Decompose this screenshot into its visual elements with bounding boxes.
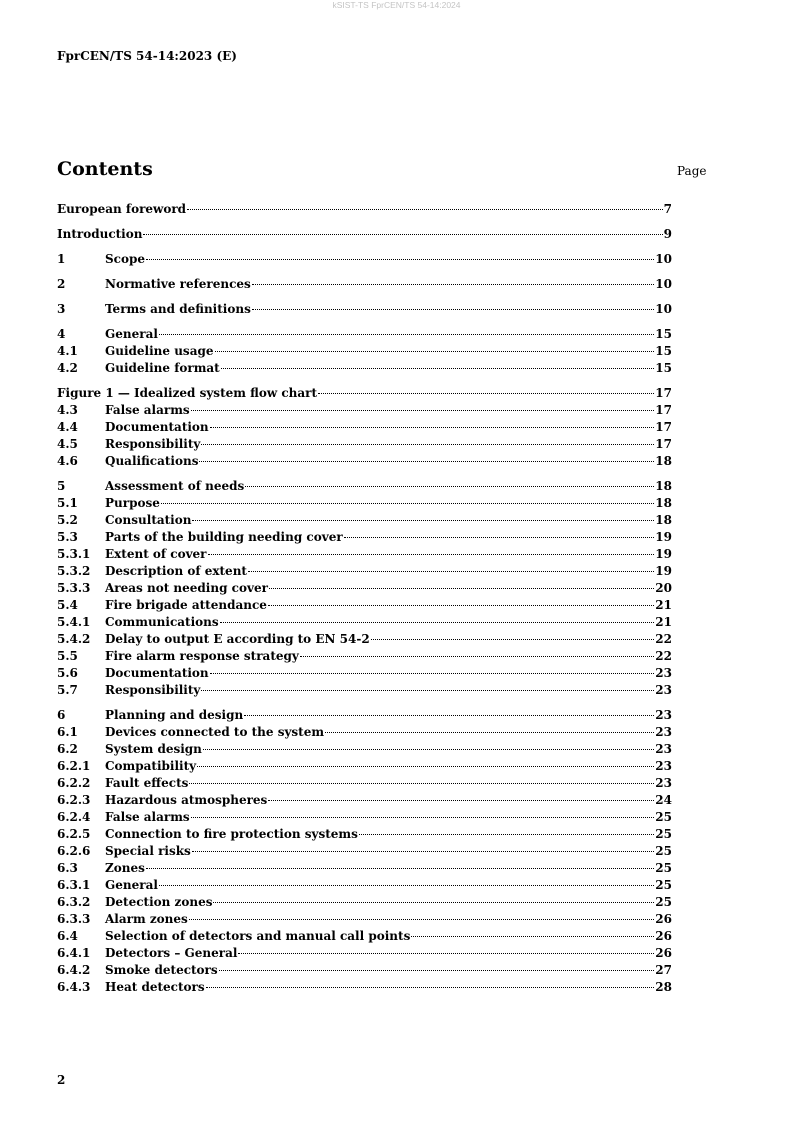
toc-entry[interactable] [57, 226, 672, 243]
toc-dot-leader [221, 368, 655, 369]
toc-dot-leader [252, 309, 654, 310]
toc-entry-number: 6.2.1 [57, 759, 91, 773]
toc-dot-leader [210, 427, 655, 428]
toc-entry-page: 26 [655, 929, 672, 943]
toc-dot-leader [245, 486, 654, 487]
toc-entry[interactable] [57, 775, 672, 792]
toc-dot-leader [248, 571, 654, 572]
toc-dot-leader [244, 715, 654, 716]
toc-entry-title: Consultation [105, 513, 192, 527]
toc-entry-title: Smoke detectors [105, 963, 218, 977]
toc-entry-number: 6.2.4 [57, 810, 91, 824]
toc-entry[interactable] [57, 962, 672, 979]
toc-entry-title: Fire brigade attendance [105, 598, 267, 612]
toc-dot-leader [159, 885, 654, 886]
toc-entry-number: 5 [57, 479, 66, 493]
toc-entry[interactable] [57, 826, 672, 843]
toc-entry-page: 22 [655, 649, 672, 663]
toc-entry-title: Responsibility [105, 683, 201, 697]
toc-entry[interactable] [57, 894, 672, 911]
toc-entry-title: Responsibility [105, 437, 201, 451]
toc-entry-page: 22 [655, 632, 672, 646]
toc-entry-title: Documentation [105, 666, 209, 680]
toc-group [57, 276, 672, 293]
toc-entry-page: 17 [655, 403, 672, 417]
toc-entry-number: 5.7 [57, 683, 78, 697]
toc-dot-leader [146, 259, 654, 260]
toc-entry-page: 18 [655, 479, 672, 493]
toc-dot-leader [206, 987, 655, 988]
toc-group [57, 201, 672, 218]
toc-entry-title: Description of extent [105, 564, 247, 578]
toc-entry-number: 4.6 [57, 454, 78, 468]
toc-entry-title: Hazardous atmospheres [105, 793, 268, 807]
toc-dot-leader [268, 605, 654, 606]
toc-dot-leader [318, 393, 654, 394]
toc-entry-title: General [105, 327, 158, 341]
toc-entry[interactable] [57, 546, 672, 563]
toc-entry-title: European foreword [57, 202, 187, 216]
toc-entry-page: 25 [655, 895, 672, 909]
toc-entry[interactable] [57, 597, 672, 614]
toc-entry-title: Extent of cover [105, 547, 207, 561]
toc-entry-number: 4 [57, 327, 66, 341]
toc-dot-leader [219, 970, 655, 971]
toc-entry-number: 5.4.1 [57, 615, 91, 629]
toc-entry-page: 18 [655, 454, 672, 468]
toc-entry-number: 5.3.2 [57, 564, 91, 578]
toc-group [57, 326, 672, 377]
toc-entry-number: 4.2 [57, 361, 78, 375]
toc-entry-page: 19 [655, 530, 672, 544]
toc-entry-page: 24 [655, 793, 672, 807]
toc-entry-number: 5.6 [57, 666, 78, 680]
toc-dot-leader [161, 503, 654, 504]
toc-entry-page: 25 [655, 810, 672, 824]
toc-entry-page: 15 [655, 327, 672, 341]
toc-entry-number: 6 [57, 708, 66, 722]
toc-dot-leader [359, 834, 654, 835]
toc-entry[interactable] [57, 453, 672, 470]
toc-entry-title: Figure 1 — Idealized system flow chart [57, 386, 318, 400]
toc-entry-page: 15 [655, 361, 672, 375]
table-of-contents [57, 201, 672, 1004]
toc-entry-title: Alarm zones [105, 912, 188, 926]
toc-group [57, 301, 672, 318]
toc-dot-leader [189, 919, 655, 920]
toc-entry-number: 6.3.2 [57, 895, 91, 909]
toc-dot-leader [238, 953, 654, 954]
toc-entry[interactable] [57, 529, 672, 546]
toc-dot-leader [201, 690, 654, 691]
toc-entry-page: 23 [655, 742, 672, 756]
toc-group [57, 385, 672, 470]
toc-entry-number: 3 [57, 302, 66, 316]
toc-entry-title: Planning and design [105, 708, 244, 722]
toc-entry-page: 17 [655, 420, 672, 434]
toc-entry-page: 26 [655, 946, 672, 960]
toc-dot-leader [191, 410, 655, 411]
toc-entry-number: 1 [57, 252, 66, 266]
toc-dot-leader [208, 554, 655, 555]
toc-entry-number: 6.2.2 [57, 776, 91, 790]
toc-dot-leader [344, 537, 655, 538]
toc-entry-title: Devices connected to the system [105, 725, 325, 739]
toc-entry-page: 21 [655, 598, 672, 612]
toc-entry-title: System design [105, 742, 202, 756]
toc-entry-number: 6.1 [57, 725, 78, 739]
toc-entry[interactable] [57, 707, 672, 724]
toc-dot-leader [300, 656, 654, 657]
toc-entry[interactable] [57, 631, 672, 648]
toc-entry-page: 23 [655, 776, 672, 790]
toc-entry-title: Heat detectors [105, 980, 205, 994]
toc-entry-title: Communications [105, 615, 219, 629]
toc-entry-number: 4.3 [57, 403, 78, 417]
toc-entry-number: 6.3 [57, 861, 78, 875]
toc-entry-page: 20 [655, 581, 672, 595]
toc-entry-number: 6.4.3 [57, 980, 91, 994]
toc-entry-title: Guideline format [105, 361, 220, 375]
toc-entry[interactable] [57, 648, 672, 665]
toc-entry-page: 23 [655, 759, 672, 773]
toc-entry-number: 5.2 [57, 513, 78, 527]
toc-entry-page: 19 [655, 547, 672, 561]
toc-entry-title: Zones [105, 861, 145, 875]
toc-entry-title: Purpose [105, 496, 160, 510]
toc-entry-number: 2 [57, 277, 66, 291]
toc-entry-title: Fire alarm response strategy [105, 649, 299, 663]
toc-entry-title: Compatibility [105, 759, 197, 773]
toc-entry-number: 6.4.2 [57, 963, 91, 977]
toc-entry-page: 21 [655, 615, 672, 629]
toc-entry-title: Detectors – General [105, 946, 238, 960]
toc-entry[interactable] [57, 877, 672, 894]
toc-entry-page: 26 [655, 912, 672, 926]
toc-entry-title: Delay to output E according to EN 54-2 [105, 632, 370, 646]
toc-entry-title: General [105, 878, 158, 892]
toc-dot-leader [371, 639, 655, 640]
toc-entry-number: 5.3.3 [57, 581, 91, 595]
toc-dot-leader [197, 766, 654, 767]
toc-dot-leader [210, 673, 655, 674]
toc-entry-number: 6.2.3 [57, 793, 91, 807]
page-column-label: Page [677, 164, 707, 178]
toc-entry[interactable] [57, 614, 672, 631]
toc-dot-leader [411, 936, 654, 937]
toc-dot-leader [146, 868, 654, 869]
toc-entry-page: 23 [655, 683, 672, 697]
toc-dot-leader [325, 732, 654, 733]
toc-entry-page: 25 [655, 827, 672, 841]
footer-page-number: 2 [57, 1073, 66, 1087]
toc-entry-title: Special risks [105, 844, 191, 858]
toc-entry[interactable] [57, 301, 672, 318]
document-id: FprCEN/TS 54-14:2023 (E) [57, 49, 237, 63]
toc-entry-number: 5.4 [57, 598, 78, 612]
toc-entry-title: Scope [105, 252, 146, 266]
toc-entry-page: 28 [655, 980, 672, 994]
toc-entry[interactable] [57, 201, 672, 218]
toc-entry-number: 6.4 [57, 929, 78, 943]
toc-entry-number: 5.5 [57, 649, 78, 663]
toc-dot-leader [201, 444, 654, 445]
toc-entry-title: Areas not needing cover [105, 581, 268, 595]
toc-entry[interactable] [57, 758, 672, 775]
toc-entry-number: 6.2.5 [57, 827, 91, 841]
watermark: kSIST-TS FprCEN/TS 54-14:2024 [332, 0, 461, 10]
toc-entry-page: 9 [663, 227, 672, 241]
toc-entry-page: 10 [655, 302, 672, 316]
toc-entry-page: 18 [655, 513, 672, 527]
toc-entry-number: 5.1 [57, 496, 78, 510]
toc-entry-title: Terms and definitions [105, 302, 251, 316]
toc-entry-title: Introduction [57, 227, 143, 241]
toc-entry[interactable] [57, 436, 672, 453]
toc-entry-page: 23 [655, 708, 672, 722]
toc-entry[interactable] [57, 360, 672, 377]
toc-entry-number: 5.4.2 [57, 632, 91, 646]
toc-entry-page: 27 [655, 963, 672, 977]
toc-dot-leader [252, 284, 655, 285]
toc-entry-page: 25 [655, 861, 672, 875]
toc-entry-title: Parts of the building needing cover [105, 530, 343, 544]
toc-entry-page: 10 [655, 277, 672, 291]
toc-entry[interactable] [57, 478, 672, 495]
toc-entry[interactable] [57, 343, 672, 360]
toc-entry-title: Assessment of needs [105, 479, 245, 493]
toc-entry-page: 17 [655, 437, 672, 451]
toc-entry-number: 5.3 [57, 530, 78, 544]
toc-dot-leader [159, 334, 654, 335]
toc-entry-page: 17 [655, 386, 672, 400]
toc-entry[interactable] [57, 928, 672, 945]
toc-dot-leader [191, 817, 655, 818]
toc-entry[interactable] [57, 682, 672, 699]
toc-entry[interactable] [57, 326, 672, 343]
toc-entry-title: Detection zones [105, 895, 213, 909]
toc-group [57, 226, 672, 243]
toc-entry-number: 6.2.6 [57, 844, 91, 858]
toc-dot-leader [199, 461, 654, 462]
toc-entry[interactable] [57, 843, 672, 860]
toc-entry[interactable] [57, 741, 672, 758]
toc-entry[interactable] [57, 860, 672, 877]
toc-entry[interactable] [57, 665, 672, 682]
toc-entry[interactable] [57, 580, 672, 597]
toc-entry-title: False alarms [105, 403, 190, 417]
toc-entry-number: 4.5 [57, 437, 78, 451]
toc-dot-leader [187, 209, 663, 210]
toc-entry-title: Connection to fire protection systems [105, 827, 358, 841]
toc-dot-leader [203, 749, 654, 750]
toc-entry-number: 6.4.1 [57, 946, 91, 960]
toc-dot-leader [192, 851, 655, 852]
toc-dot-leader [192, 520, 654, 521]
toc-entry-title: Documentation [105, 420, 209, 434]
toc-entry[interactable] [57, 809, 672, 826]
toc-entry-number: 5.3.1 [57, 547, 91, 561]
toc-entry[interactable] [57, 251, 672, 268]
toc-entry[interactable] [57, 724, 672, 741]
toc-dot-leader [215, 351, 655, 352]
toc-entry-page: 18 [655, 496, 672, 510]
toc-dot-leader [268, 800, 654, 801]
toc-dot-leader [213, 902, 654, 903]
toc-entry[interactable] [57, 276, 672, 293]
toc-entry-number: 6.2 [57, 742, 78, 756]
toc-group [57, 478, 672, 699]
toc-entry[interactable] [57, 402, 672, 419]
toc-entry-page: 23 [655, 725, 672, 739]
toc-entry-page: 19 [655, 564, 672, 578]
contents-title: Contents [57, 158, 153, 180]
toc-entry[interactable] [57, 979, 672, 996]
toc-entry[interactable] [57, 911, 672, 928]
toc-entry[interactable] [57, 563, 672, 580]
toc-entry-title: Normative references [105, 277, 251, 291]
toc-entry-number: 6.3.1 [57, 878, 91, 892]
toc-entry-page: 10 [655, 252, 672, 266]
toc-entry-number: 4.4 [57, 420, 78, 434]
toc-group [57, 707, 672, 996]
toc-entry[interactable] [57, 792, 672, 809]
toc-entry-title: False alarms [105, 810, 190, 824]
toc-entry-title: Fault effects [105, 776, 189, 790]
toc-dot-leader [143, 234, 662, 235]
toc-group [57, 251, 672, 268]
toc-entry[interactable] [57, 512, 672, 529]
toc-entry-page: 15 [655, 344, 672, 358]
toc-entry-number: 6.3.3 [57, 912, 91, 926]
toc-entry[interactable] [57, 385, 672, 402]
toc-entry-title: Selection of detectors and manual call points [105, 929, 411, 943]
toc-entry-page: 7 [663, 202, 672, 216]
toc-entry-title: Qualifications [105, 454, 199, 468]
toc-entry[interactable] [57, 945, 672, 962]
toc-entry-page: 25 [655, 844, 672, 858]
toc-dot-leader [220, 622, 655, 623]
toc-entry[interactable] [57, 419, 672, 436]
toc-dot-leader [269, 588, 654, 589]
toc-entry-page: 23 [655, 666, 672, 680]
toc-entry-title: Guideline usage [105, 344, 214, 358]
toc-entry[interactable] [57, 495, 672, 512]
toc-entry-number: 4.1 [57, 344, 78, 358]
toc-dot-leader [189, 783, 654, 784]
toc-entry-page: 25 [655, 878, 672, 892]
